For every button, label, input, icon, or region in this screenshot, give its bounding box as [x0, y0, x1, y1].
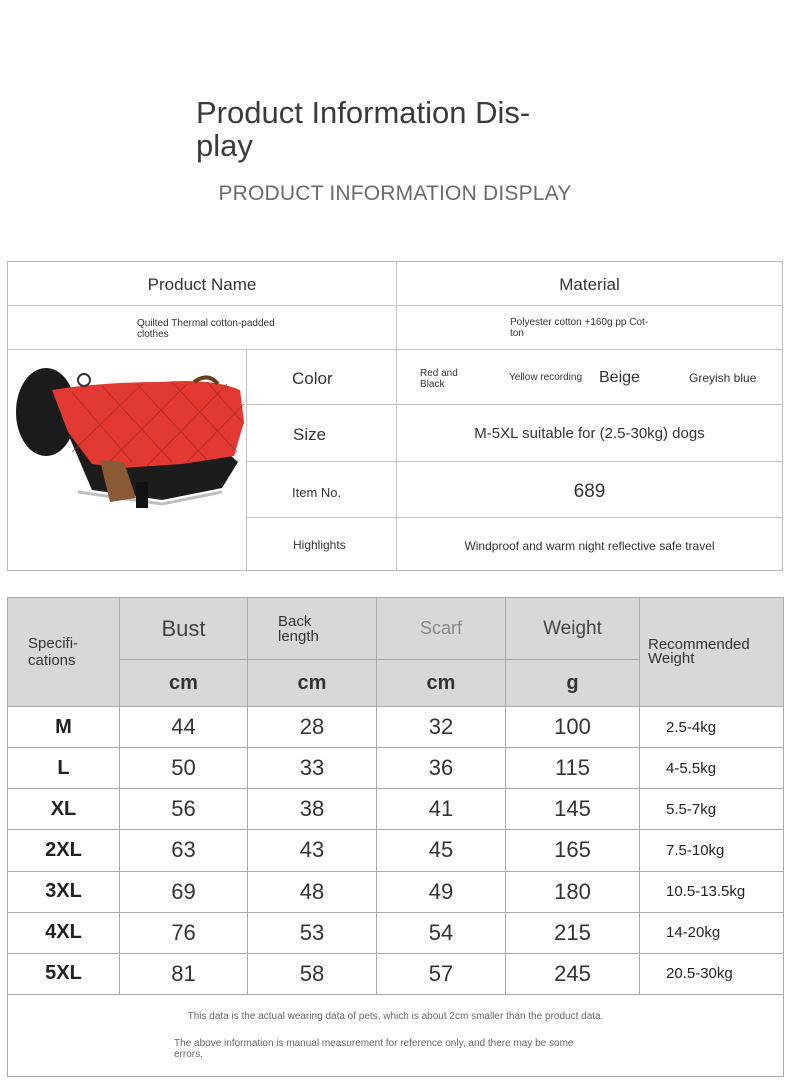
scarf-cell: 57 [377, 953, 506, 994]
product-info-table [7, 261, 783, 571]
weight-cell: 115 [506, 748, 640, 789]
product-name-value: Quilted Thermal cotton-padded clothes [137, 318, 275, 340]
size-cell: M [8, 707, 120, 748]
table-row [8, 789, 784, 830]
bust-cell: 50 [120, 748, 248, 789]
scarf-cell: 36 [377, 748, 506, 789]
size-cell: 5XL [8, 953, 120, 994]
table-row [8, 707, 784, 748]
size-cell: L [8, 748, 120, 789]
back-cell: 33 [248, 748, 377, 789]
col-weight: Weight [506, 598, 640, 660]
weight-cell: 215 [506, 912, 640, 953]
table-row [8, 748, 784, 789]
bust-cell: 56 [120, 789, 248, 830]
highlights-label: Highlights [293, 538, 346, 552]
size-cell: 3XL [8, 871, 120, 912]
col-bust: Bust [120, 598, 248, 660]
bust-cell: 69 [120, 871, 248, 912]
size-cell: XL [8, 789, 120, 830]
product-name-label: Product Name [147, 275, 257, 294]
bust-cell: 81 [120, 953, 248, 994]
back-cell: 58 [248, 953, 377, 994]
size-label: Size [293, 425, 327, 444]
rec-weight-cell: 7.5-10kg [640, 830, 784, 871]
color-greyish-blue: Greyish blue [689, 371, 757, 385]
rec-weight-cell: 10.5-13.5kg [640, 871, 784, 912]
bust-cell: 63 [120, 830, 248, 871]
back-cell: 28 [248, 707, 377, 748]
back-cell: 48 [248, 871, 377, 912]
spec-corner-label: Specifi- cations [8, 598, 120, 707]
weight-cell: 245 [506, 953, 640, 994]
scarf-cell: 41 [377, 789, 506, 830]
scarf-cell: 45 [377, 830, 506, 871]
table-row [8, 912, 784, 953]
unit-weight: g [506, 660, 640, 707]
scarf-cell: 54 [377, 912, 506, 953]
col-recommended-weight: Recommended Weight [640, 598, 784, 707]
back-cell: 43 [248, 830, 377, 871]
material-value: Polyester cotton +160g pp Cot- ton [510, 317, 649, 339]
unit-back-length: cm [248, 660, 377, 707]
item-no-value: 689 [573, 481, 606, 502]
footnote-1: This data is the actual wearing data of pets, which is about 2cm smaller than the product data. [187, 1010, 604, 1022]
material-label: Material [559, 275, 620, 294]
weight-cell: 165 [506, 830, 640, 871]
table-row [8, 830, 784, 871]
scarf-cell: 32 [377, 707, 506, 748]
size-cell: 4XL [8, 912, 120, 953]
dog-jacket-image [12, 312, 248, 564]
rec-weight-cell: 14-20kg [640, 912, 784, 953]
color-red-black: Red and Black [420, 368, 458, 390]
weight-cell: 100 [506, 707, 640, 748]
color-yellow: Yellow recording [509, 372, 583, 383]
col-back-length: Back length [248, 598, 377, 660]
table-row [8, 871, 784, 912]
item-no-label: Item No. [292, 485, 342, 500]
table-row [8, 953, 784, 994]
back-cell: 53 [248, 912, 377, 953]
unit-scarf: cm [377, 660, 506, 707]
bust-cell: 76 [120, 912, 248, 953]
page-title: Product Information Dis- play [196, 95, 531, 163]
rec-weight-cell: 5.5-7kg [640, 789, 784, 830]
footnote-2: The above information is manual measurement for reference only, and there may be some errors. [174, 1037, 574, 1060]
weight-cell: 180 [506, 871, 640, 912]
bust-cell: 44 [120, 707, 248, 748]
color-label: Color [292, 369, 333, 388]
footnote-cell [8, 994, 784, 1076]
size-value: M-5XL suitable for (2.5-30kg) dogs [474, 425, 705, 442]
scarf-cell: 49 [377, 871, 506, 912]
rec-weight-cell: 20.5-30kg [640, 953, 784, 994]
rec-weight-cell: 2.5-4kg [640, 707, 784, 748]
unit-bust: cm [120, 660, 248, 707]
back-cell: 38 [248, 789, 377, 830]
col-scarf: Scarf [377, 598, 506, 660]
size-cell: 2XL [8, 830, 120, 871]
color-beige: Beige [599, 369, 640, 386]
weight-cell: 145 [506, 789, 640, 830]
page-subtitle: PRODUCT INFORMATION DISPLAY [218, 182, 572, 205]
highlights-value: Windproof and warm night reflective safe travel [464, 539, 715, 553]
size-spec-table [7, 597, 784, 1077]
rec-weight-cell: 4-5.5kg [640, 748, 784, 789]
